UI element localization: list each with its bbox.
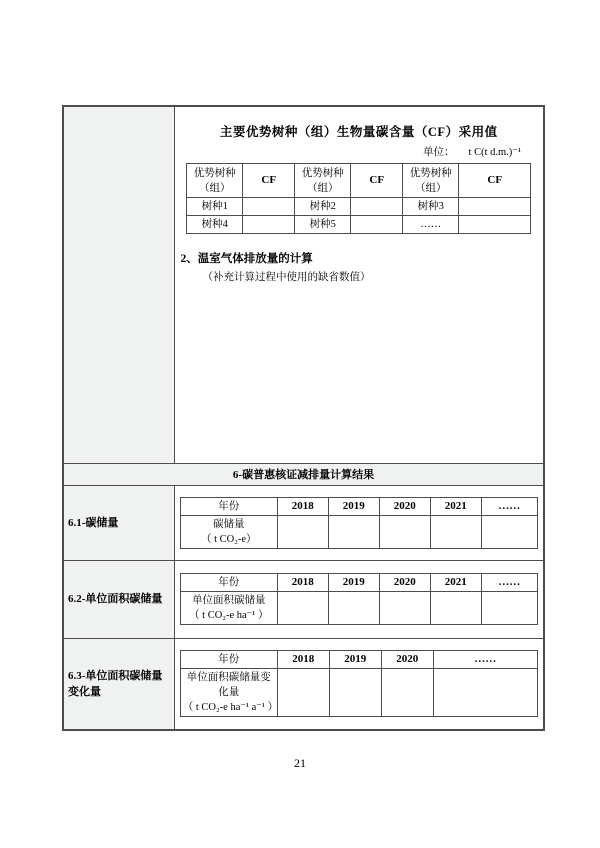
year-cell: …… xyxy=(481,497,537,515)
cf-value-cell xyxy=(351,216,403,234)
year-cell: 2020 xyxy=(381,651,433,669)
cf-data-row xyxy=(187,216,531,234)
metric-unit: （ t CO₂-e） xyxy=(200,533,257,545)
year-header-cell: 年份 xyxy=(180,574,277,592)
page-number: 21 xyxy=(294,756,306,770)
value-cell xyxy=(430,515,481,548)
metric-row xyxy=(180,515,537,548)
species-cell: 树种3 xyxy=(403,198,459,216)
value-cell xyxy=(379,592,430,625)
item2-note: （补充计算过程中使用的缺省数值） xyxy=(202,272,371,283)
subsection-6-1-row xyxy=(63,485,544,560)
year-cell: 2021 xyxy=(430,497,481,515)
subsection-6-1-content xyxy=(174,485,544,560)
cf-value-cell xyxy=(459,216,531,234)
species-cell: 树种4 xyxy=(187,216,243,234)
species-cell: …… xyxy=(403,216,459,234)
value-cell xyxy=(481,592,537,625)
subsection-6-3-content xyxy=(174,638,544,730)
cf-header-cell: CF xyxy=(243,164,295,198)
subsection-6-1-label: 6.1-碳储量 xyxy=(63,485,174,560)
carbon-stock-table xyxy=(180,497,538,549)
metric-label-cell xyxy=(180,592,277,625)
unit-line xyxy=(175,144,544,159)
value-cell xyxy=(329,669,381,717)
metric-name: 单位面积碳储量 xyxy=(192,595,266,606)
value-cell xyxy=(379,515,430,548)
year-cell: 2018 xyxy=(277,651,329,669)
metric-name: 单位面积碳储量变化量 xyxy=(186,672,271,699)
subsection-6-2-content xyxy=(174,560,544,638)
left-spacer-cell xyxy=(63,106,174,463)
metric-label-cell xyxy=(180,515,277,548)
top-content-cell xyxy=(174,106,544,463)
top-row xyxy=(63,106,544,463)
cf-data-row xyxy=(187,198,531,216)
species-cell: 树种2 xyxy=(295,198,351,216)
unit-value: t C(t d.m.)⁻¹ xyxy=(468,147,521,158)
year-header-cell: 年份 xyxy=(180,651,277,669)
species-header-cell: 优势树种（组） xyxy=(187,164,243,198)
cf-header-row xyxy=(187,164,531,198)
subsection-6-2-row xyxy=(63,560,544,638)
year-cell: 2018 xyxy=(277,497,328,515)
year-cell: 2019 xyxy=(329,651,381,669)
subsection-6-3-row xyxy=(63,638,544,730)
metric-row xyxy=(180,669,537,717)
unit-label: 单位： xyxy=(423,147,455,158)
subsection-6-3-label: 6.3-单位面积碳储量变化量 xyxy=(63,638,174,730)
carbon-stock-change-table xyxy=(180,650,538,717)
value-cell xyxy=(277,515,328,548)
year-cell: …… xyxy=(433,651,537,669)
metric-unit: （ t CO₂-e ha⁻¹ ） xyxy=(189,610,269,621)
cf-value-cell xyxy=(243,216,295,234)
metric-row xyxy=(180,592,537,625)
subsection-6-2-label: 6.2-单位面积碳储量 xyxy=(63,560,174,638)
species-cell: 树种5 xyxy=(295,216,351,234)
cf-value-cell xyxy=(351,198,403,216)
value-cell xyxy=(381,669,433,717)
year-cell: 2018 xyxy=(277,574,328,592)
year-cell: …… xyxy=(481,574,537,592)
metric-unit: （ t CO₂-e ha⁻¹ a⁻¹ ） xyxy=(182,702,279,714)
year-header-cell: 年份 xyxy=(180,497,277,515)
species-header-cell: 优势树种（组） xyxy=(403,164,459,198)
species-cell: 树种1 xyxy=(187,198,243,216)
main-form-table xyxy=(62,105,545,731)
cf-value-cell xyxy=(459,198,531,216)
year-header-row xyxy=(180,497,537,515)
metric-name: 碳储量 xyxy=(213,518,245,530)
value-cell xyxy=(328,515,379,548)
value-cell xyxy=(481,515,537,548)
value-cell xyxy=(277,592,328,625)
year-header-row xyxy=(180,651,537,669)
metric-label-cell xyxy=(180,669,277,717)
cf-value-cell xyxy=(243,198,295,216)
section6-header: 6-碳普惠核证减排量计算结果 xyxy=(63,463,544,485)
year-cell: 2020 xyxy=(379,574,430,592)
carbon-stock-per-area-table xyxy=(180,573,538,625)
year-cell: 2019 xyxy=(328,497,379,515)
cf-table xyxy=(186,163,531,234)
year-cell: 2020 xyxy=(379,497,430,515)
section6-band-row xyxy=(63,463,544,485)
item2-title: 2、温室气体排放量的计算 xyxy=(180,253,313,265)
cf-table-title: 主要优势树种（组）生物量碳含量（CF）采用值 xyxy=(219,125,498,139)
value-cell xyxy=(433,669,537,717)
cf-header-cell: CF xyxy=(351,164,403,198)
value-cell xyxy=(277,669,329,717)
year-header-row xyxy=(180,574,537,592)
value-cell xyxy=(430,592,481,625)
year-cell: 2019 xyxy=(328,574,379,592)
value-cell xyxy=(328,592,379,625)
species-header-cell: 优势树种（组） xyxy=(295,164,351,198)
cf-header-cell: CF xyxy=(459,164,531,198)
year-cell: 2021 xyxy=(430,574,481,592)
